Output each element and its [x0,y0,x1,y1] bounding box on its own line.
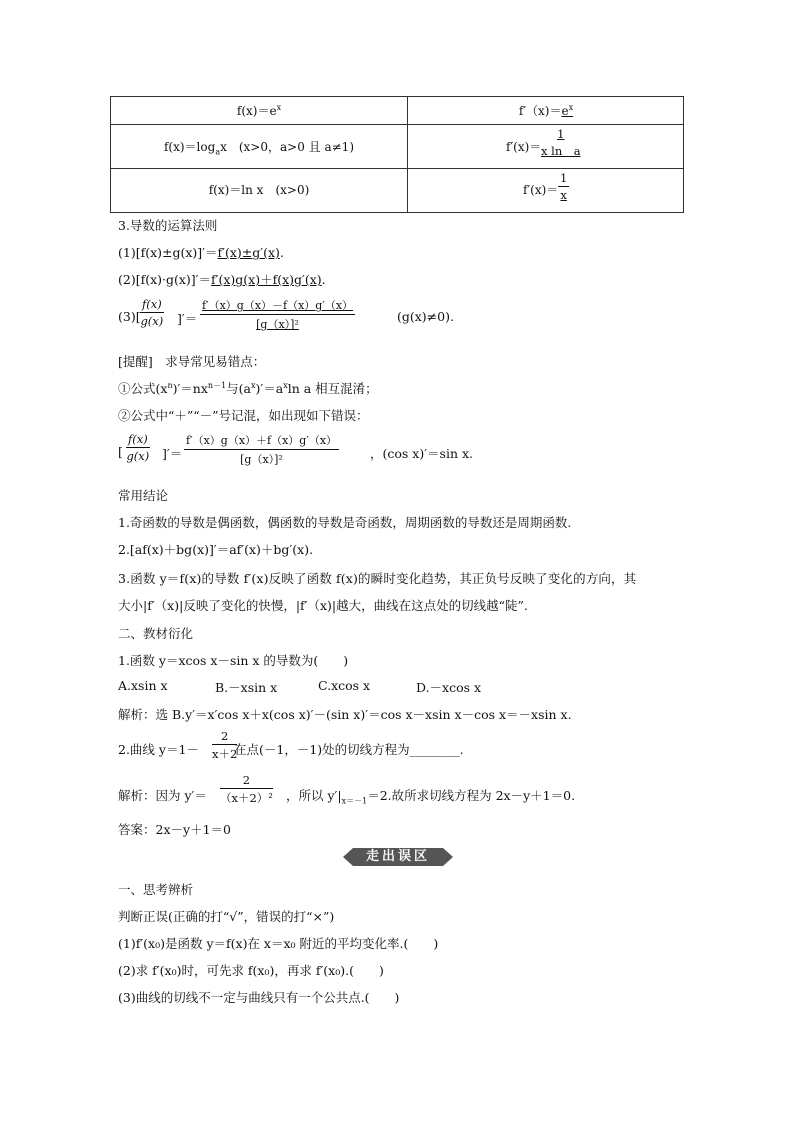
question-2-prefix: 2.曲线 y＝1－ [118,742,199,757]
table-cell: f′(x)＝ [523,183,559,197]
fraction: $\frac{2}{\text{（x＋2）²}}$ [220,773,273,805]
section-banner [343,846,453,868]
derivative-table [110,96,684,213]
textbook-title: 二、教材衍化 [118,626,194,641]
thinking-intro: 判断正误(正确的打“√”，错误的打“×”) [118,909,335,924]
banner-label: 走出误区 [353,848,443,866]
rule-3-cond: (g(x)≠0). [397,309,454,324]
option-a: A.xsin x [118,678,168,693]
table-row-divider [111,168,683,169]
rule-3-prefix: (3)[ [118,309,141,324]
table-cell: $f(x)=\log_ax$ (x>0，a>0 且 a≠1) [163,140,354,157]
thinking-title: 一、思考辨析 [118,882,194,897]
table-cell: f′(x)＝ [506,140,542,154]
tip-title: [提醒] 求导常见易错点： [118,354,266,369]
thinking-item-1: (1)f′(x₀)是函数 y＝f(x)在 x＝x₀ 附近的平均变化率.( ) [118,936,439,951]
option-b: B.－xsin x [215,680,278,695]
option-d: D.－xcos x [416,680,482,695]
tip-item-1: ①公式$(x^n)'=nx^{n-1}$与$(a^x)'=a^x\ln$ a 相互混淆； [118,380,378,396]
table-cell: $f'(x)=e^x$ [518,103,574,118]
question-2-suffix: 在点(－1，－1)处的切线方程为________. [234,742,464,757]
table-row-divider [111,124,683,125]
option-c: C.xcos x [318,678,371,693]
banner-left-cap [343,848,353,866]
fraction: $\frac{1}{x}$ [560,171,568,202]
common-item-2: 2.[af(x)＋bg(x)]′＝af′(x)＋bg′(x). [118,542,314,557]
error-formula-cos: ，(cos x)′＝sin x. [370,446,474,461]
fraction: $\frac{2}{x+2}$ [212,729,238,761]
answer-1: 解析：选 B.y′＝x′cos x＋x(cos x)′－(sin x)′＝cos x－xsin x－cos x＝－xsin x. [118,707,572,722]
fraction: $\frac{f(x)}{g(x)}$ [140,297,164,328]
error-formula-prefix: [ [118,444,123,459]
common-item-3a: 3.函数 y＝f(x)的导数 f′(x)反映了函数 f(x)的瞬时变化趋势，其正负号反映了变化的方向，其 [118,571,637,586]
banner-right-cap [443,848,453,866]
common-title: 常用结论 [118,488,169,503]
table-cell: $f(x)=e^x$ [236,103,282,118]
table-cell: f(x)＝ln x (x>0) [208,183,310,197]
rule-1: (1)[f(x)±g(x)]′＝f′(x)±g′(x). [118,245,284,260]
thinking-item-3: (3)曲线的切线不一定与曲线只有一个公共点.( ) [118,990,400,1005]
section-title: 3.导数的运算法则 [118,218,218,233]
answer-final: 答案：2x－y＋1＝0 [118,822,231,837]
error-formula-eq: ]′＝ [162,446,183,461]
answer-2-prefix: 解析：因为 y′＝ [118,788,207,803]
question-1: 1.函数 y＝xcos x－sin x 的导数为( ) [118,653,349,668]
rule-3-eq: ]′＝ [177,311,198,326]
common-item-1: 1.奇函数的导数是偶函数，偶函数的导数是奇函数，周期函数的导数还是周期函数. [118,515,572,530]
fraction: $\frac{f'(x)g(x)+f(x)g'(x)}{\text{[g（x）]²}}$ [186,434,338,466]
answer-2-suffix: ，所以 $y'|_{x=-1}=2$.故所求切线方程为 2x－y＋1＝0. [286,788,576,806]
tip-item-2: ②公式中“＋”“－”号记混，如出现如下错误： [118,408,369,423]
rule-2: (2)[f(x)·g(x)]′＝f′(x)g(x)＋f(x)g′(x). [118,272,326,287]
common-item-3b: 大小|f′（x)|反映了变化的快慢，|f′（x)|越大，曲线在这点处的切线越“陡”. [118,598,528,613]
fraction: $\frac{f'(x)g(x)-f(x)g'(x)}{\text{[g（x）]²}}$ [202,299,354,331]
fraction: $\frac{f(x)}{g(x)}$ [126,432,150,463]
fraction: $\frac{1}{\text{x ln a}}$ [541,127,581,158]
thinking-item-2: (2)求 f′(x₀)时，可先求 f(x₀)，再求 f′(x₀).( ) [118,963,384,978]
